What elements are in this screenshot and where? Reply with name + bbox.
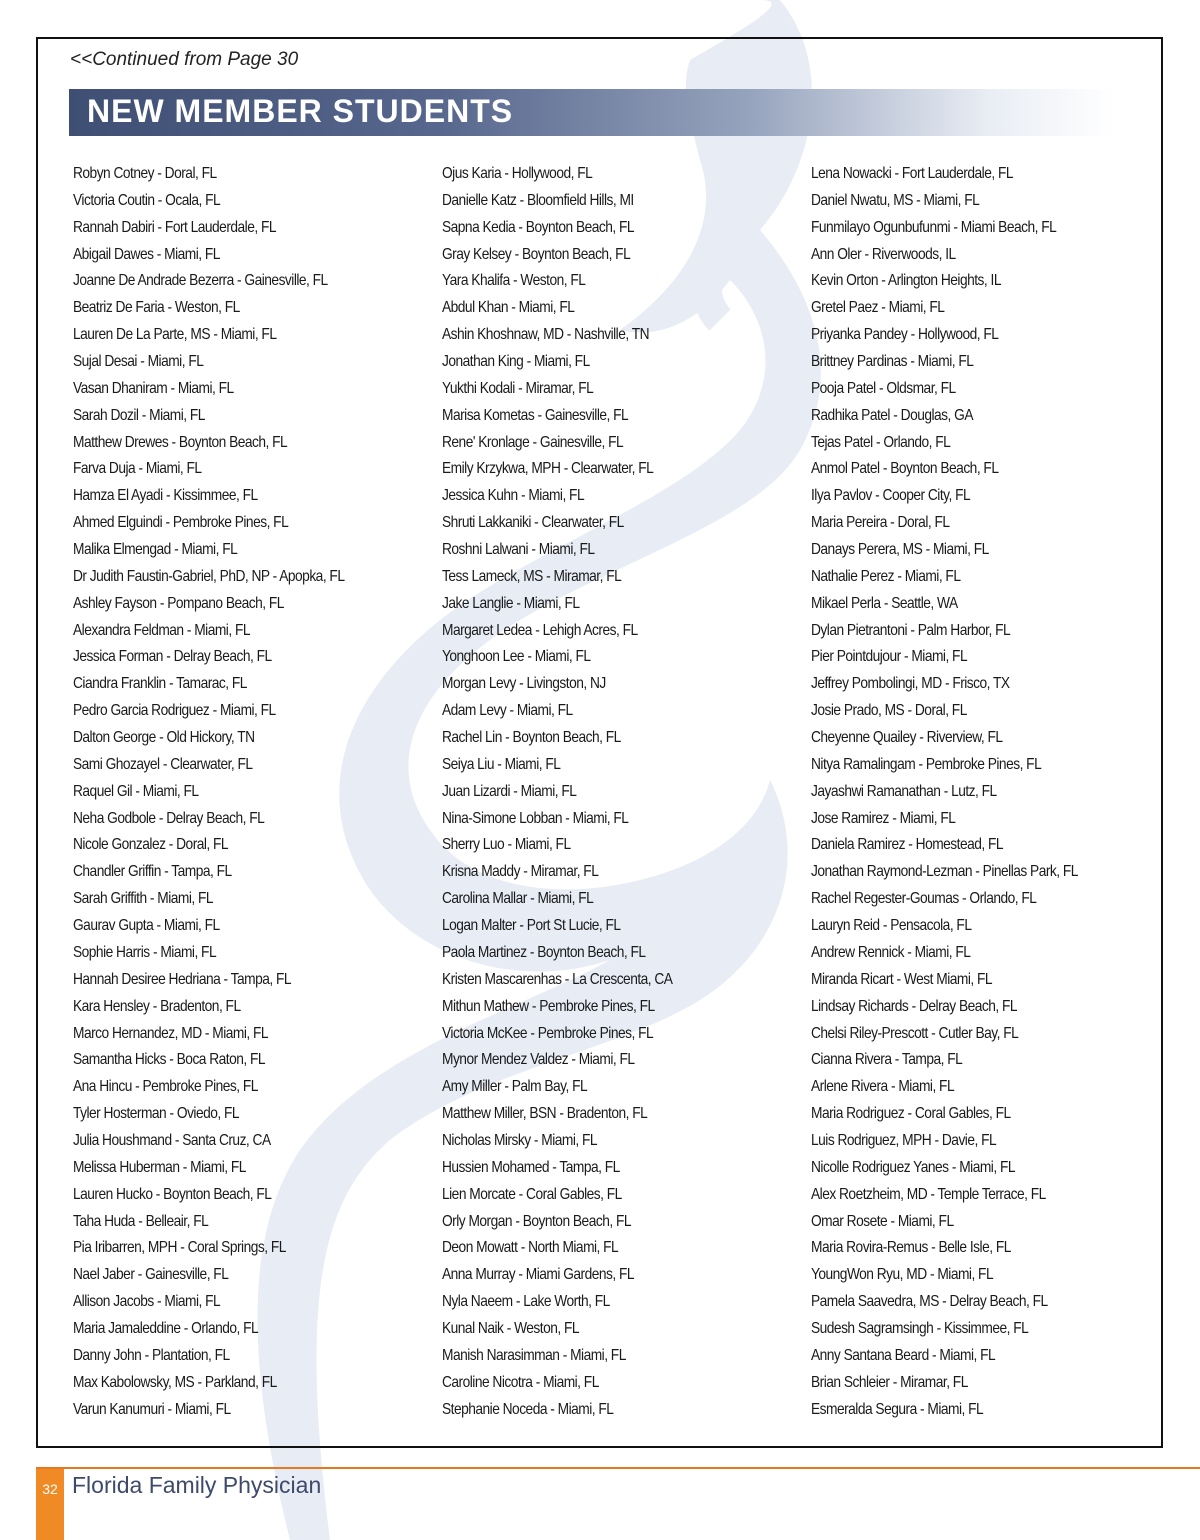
member-entry: Rachel Lin - Boynton Beach, FL bbox=[442, 729, 621, 747]
member-entry: Kara Hensley - Bradenton, FL bbox=[73, 997, 241, 1015]
member-entry: Marisa Kometas - Gainesville, FL bbox=[442, 406, 629, 424]
member-entry: Kevin Orton - Arlington Heights, IL bbox=[811, 272, 1001, 290]
member-entry: Yonghoon Lee - Miami, FL bbox=[442, 648, 591, 666]
page-number-box bbox=[36, 1469, 64, 1540]
member-entry: Marco Hernandez, MD - Miami, FL bbox=[73, 1024, 269, 1042]
member-entry: Anna Murray - Miami Gardens, FL bbox=[442, 1266, 635, 1284]
member-entry: Ilya Pavlov - Cooper City, FL bbox=[811, 487, 971, 505]
member-entry: Taha Huda - Belleair, FL bbox=[73, 1212, 209, 1230]
member-entry: Ciandra Franklin - Tamarac, FL bbox=[73, 675, 247, 693]
member-entry: Mithun Mathew - Pembroke Pines, FL bbox=[442, 997, 655, 1015]
member-entry: Pamela Saavedra, MS - Delray Beach, FL bbox=[811, 1293, 1048, 1311]
member-entry: Paola Martinez - Boynton Beach, FL bbox=[442, 943, 646, 961]
member-entry: Jessica Forman - Delray Beach, FL bbox=[73, 648, 272, 666]
member-entry: Chandler Griffin - Tampa, FL bbox=[73, 863, 232, 881]
member-entry: Hamza El Ayadi - Kissimmee, FL bbox=[73, 487, 258, 505]
member-entry: Jessica Kuhn - Miami, FL bbox=[442, 487, 585, 505]
member-entry: Danays Perera, MS - Miami, FL bbox=[811, 541, 989, 559]
member-entry: Robyn Cotney - Doral, FL bbox=[73, 165, 217, 182]
member-entry: Alexandra Feldman - Miami, FL bbox=[73, 621, 250, 639]
member-entry: Sarah Dozil - Miami, FL bbox=[73, 406, 205, 424]
member-entry: Maria Rodriguez - Coral Gables, FL bbox=[811, 1105, 1011, 1123]
member-entry: Anny Santana Beard - Miami, FL bbox=[811, 1346, 996, 1364]
member-entry: Daniela Ramirez - Homestead, FL bbox=[811, 836, 1004, 854]
member-entry: Krisna Maddy - Miramar, FL bbox=[442, 863, 599, 881]
member-entry: Dylan Pietrantoni - Palm Harbor, FL bbox=[811, 621, 1011, 639]
member-entry: Lauren Hucko - Boynton Beach, FL bbox=[73, 1185, 272, 1203]
member-entry: Emily Krzykwa, MPH - Clearwater, FL bbox=[442, 460, 654, 478]
member-entry: Victoria Coutin - Ocala, FL bbox=[73, 191, 221, 209]
member-entry: Adam Levy - Miami, FL bbox=[442, 702, 573, 720]
member-entry: Logan Malter - Port St Lucie, FL bbox=[442, 917, 621, 935]
member-entry: Cheyenne Quailey - Riverview, FL bbox=[811, 729, 1003, 747]
member-entry: Caroline Nicotra - Miami, FL bbox=[442, 1373, 599, 1391]
member-entry: Lindsay Richards - Delray Beach, FL bbox=[811, 997, 1018, 1015]
member-entry: Ann Oler - Riverwoods, IL bbox=[811, 245, 956, 263]
section-title: NEW MEMBER STUDENTS bbox=[87, 93, 514, 129]
member-entry: Pier Pointdujour - Miami, FL bbox=[811, 648, 968, 666]
member-entry: Shruti Lakkaniki - Clearwater, FL bbox=[442, 514, 624, 532]
member-entry: Brittney Pardinas - Miami, FL bbox=[811, 353, 974, 371]
member-entry: Ashin Khoshnaw, MD - Nashville, TN bbox=[442, 326, 650, 344]
member-column-3 bbox=[811, 161, 1121, 1423]
member-entry: Nicolle Rodriguez Yanes - Miami, FL bbox=[811, 1158, 1015, 1176]
member-entry: Rannah Dabiri - Fort Lauderdale, FL bbox=[73, 218, 276, 236]
member-entry: Jonathan King - Miami, FL bbox=[442, 353, 590, 371]
member-entry: Pia Iribarren, MPH - Coral Springs, FL bbox=[73, 1239, 286, 1257]
member-entry: Malika Elmengad - Miami, FL bbox=[73, 541, 238, 559]
member-entry: Roshni Lalwani - Miami, FL bbox=[442, 541, 595, 559]
member-entry: Varun Kanumuri - Miami, FL bbox=[73, 1400, 231, 1418]
member-entry: Yara Khalifa - Weston, FL bbox=[442, 272, 586, 290]
member-entry: Chelsi Riley-Prescott - Cutler Bay, FL bbox=[811, 1024, 1019, 1042]
member-entry: Ana Hincu - Pembroke Pines, FL bbox=[73, 1078, 258, 1096]
member-entry: Pedro Garcia Rodriguez - Miami, FL bbox=[73, 702, 276, 720]
continued-note: <<Continued from Page 30 bbox=[70, 49, 299, 70]
member-entry: Anmol Patel - Boynton Beach, FL bbox=[811, 460, 999, 478]
member-entry: Lena Nowacki - Fort Lauderdale, FL bbox=[811, 165, 1013, 182]
member-entry: Margaret Ledea - Lehigh Acres, FL bbox=[442, 621, 638, 639]
member-entry: Orly Morgan - Boynton Beach, FL bbox=[442, 1212, 631, 1230]
member-entry: Arlene Rivera - Miami, FL bbox=[811, 1078, 955, 1096]
member-entry: Nael Jaber - Gainesville, FL bbox=[73, 1266, 229, 1284]
member-entry: Allison Jacobs - Miami, FL bbox=[73, 1293, 221, 1311]
member-entry: Daniel Nwatu, MS - Miami, FL bbox=[811, 191, 980, 209]
member-entry: Rachel Regester-Goumas - Orlando, FL bbox=[811, 890, 1037, 908]
member-entry: Joanne De Andrade Bezerra - Gainesville, FL bbox=[73, 272, 328, 290]
member-entry: Jeffrey Pombolingi, MD - Frisco, TX bbox=[811, 675, 1010, 693]
member-entry: Hannah Desiree Hedriana - Tampa, FL bbox=[73, 970, 292, 988]
member-entry: Ahmed Elguindi - Pembroke Pines, FL bbox=[73, 514, 289, 532]
member-entry: Seiya Liu - Miami, FL bbox=[442, 755, 561, 773]
member-entry: Priyanka Pandey - Hollywood, FL bbox=[811, 326, 999, 344]
member-entry: Neha Godbole - Delray Beach, FL bbox=[73, 809, 265, 827]
member-entry: Miranda Ricart - West Miami, FL bbox=[811, 970, 993, 988]
section-banner bbox=[69, 89, 1114, 136]
member-entry: Pooja Patel - Oldsmar, FL bbox=[811, 379, 956, 397]
page-number: 32 bbox=[42, 1481, 58, 1497]
member-entry: Esmeralda Segura - Miami, FL bbox=[811, 1400, 984, 1418]
member-entry: Lauren De La Parte, MS - Miami, FL bbox=[73, 326, 277, 344]
member-entry: Maria Rovira-Remus - Belle Isle, FL bbox=[811, 1239, 1011, 1257]
member-entry: Sherry Luo - Miami, FL bbox=[442, 836, 571, 854]
member-entry: Funmilayo Ogunbufunmi - Miami Beach, FL bbox=[811, 218, 1057, 236]
member-entry: Lauryn Reid - Pensacola, FL bbox=[811, 917, 972, 935]
member-entry: YoungWon Ryu, MD - Miami, FL bbox=[811, 1266, 994, 1284]
member-entry: Andrew Rennick - Miami, FL bbox=[811, 943, 971, 961]
member-entry: Nina-Simone Lobban - Miami, FL bbox=[442, 809, 629, 827]
member-entry: Tess Lameck, MS - Miramar, FL bbox=[442, 567, 622, 585]
member-entry: Sarah Griffith - Miami, FL bbox=[73, 890, 214, 908]
member-entry: Manish Narasimman - Miami, FL bbox=[442, 1346, 626, 1364]
member-entry: Farva Duja - Miami, FL bbox=[73, 460, 202, 478]
member-entry: Kunal Naik - Weston, FL bbox=[442, 1319, 580, 1337]
member-entry: Sophie Harris - Miami, FL bbox=[73, 943, 217, 961]
member-entry: Danielle Katz - Bloomfield Hills, MI bbox=[442, 191, 634, 209]
member-entry: Juan Lizardi - Miami, FL bbox=[442, 782, 577, 800]
member-entry: Gaurav Gupta - Miami, FL bbox=[73, 917, 220, 935]
member-entry: Abdul Khan - Miami, FL bbox=[442, 299, 575, 317]
member-entry: Sapna Kedia - Boynton Beach, FL bbox=[442, 218, 635, 236]
member-entry: Sudesh Sagramsingh - Kissimmee, FL bbox=[811, 1319, 1029, 1337]
member-entry: Omar Rosete - Miami, FL bbox=[811, 1212, 954, 1230]
member-entry: Cianna Rivera - Tampa, FL bbox=[811, 1051, 963, 1069]
member-column-1 bbox=[73, 161, 389, 1423]
member-entry: Nyla Naeem - Lake Worth, FL bbox=[442, 1293, 610, 1311]
member-entry: Dalton George - Old Hickory, TN bbox=[73, 729, 255, 747]
member-entry: Jake Langlie - Miami, FL bbox=[442, 594, 580, 612]
member-entry: Julia Houshmand - Santa Cruz, CA bbox=[73, 1131, 271, 1149]
member-entry: Tejas Patel - Orlando, FL bbox=[811, 433, 951, 451]
member-entry: Raquel Gil - Miami, FL bbox=[73, 782, 199, 800]
member-entry: Nicole Gonzalez - Doral, FL bbox=[73, 836, 229, 854]
member-entry: Melissa Huberman - Miami, FL bbox=[73, 1158, 246, 1176]
member-entry: Deon Mowatt - North Miami, FL bbox=[442, 1239, 619, 1257]
member-entry: Victoria McKee - Pembroke Pines, FL bbox=[442, 1024, 654, 1042]
member-entry: Luis Rodriguez, MPH - Davie, FL bbox=[811, 1131, 997, 1149]
member-entry: Yukthi Kodali - Miramar, FL bbox=[442, 379, 594, 397]
member-entry: Jose Ramirez - Miami, FL bbox=[811, 809, 956, 827]
member-entry: Abigail Dawes - Miami, FL bbox=[73, 245, 220, 263]
member-entry: Max Kabolowsky, MS - Parkland, FL bbox=[73, 1373, 277, 1391]
member-entry: Kristen Mascarenhas - La Crescenta, CA bbox=[442, 970, 673, 988]
member-entry: Amy Miller - Palm Bay, FL bbox=[442, 1078, 588, 1096]
member-entry: Gray Kelsey - Boynton Beach, FL bbox=[442, 245, 631, 263]
member-entry: Nicholas Mirsky - Miami, FL bbox=[442, 1131, 598, 1149]
member-entry: Nitya Ramalingam - Pembroke Pines, FL bbox=[811, 755, 1042, 773]
member-entry: Gretel Paez - Miami, FL bbox=[811, 299, 945, 317]
member-column-2 bbox=[442, 161, 710, 1423]
member-entry: Vasan Dhaniram - Miami, FL bbox=[73, 379, 234, 397]
member-entry: Danny John - Plantation, FL bbox=[73, 1346, 230, 1364]
member-entry: Jonathan Raymond-Lezman - Pinellas Park, FL bbox=[811, 863, 1078, 881]
member-entry: Josie Prado, MS - Doral, FL bbox=[811, 702, 967, 720]
member-entry: Dr Judith Faustin-Gabriel, PhD, NP - Apopka, FL bbox=[73, 567, 345, 585]
member-entry: Lien Morcate - Coral Gables, FL bbox=[442, 1185, 622, 1203]
member-entry: Samantha Hicks - Boca Raton, FL bbox=[73, 1051, 266, 1069]
member-entry: Carolina Mallar - Miami, FL bbox=[442, 890, 594, 908]
member-entry: Morgan Levy - Livingston, NJ bbox=[442, 675, 606, 693]
member-entry: Hussien Mohamed - Tampa, FL bbox=[442, 1158, 620, 1176]
member-entry: Mynor Mendez Valdez - Miami, FL bbox=[442, 1051, 635, 1069]
member-entry: Sami Ghozayel - Clearwater, FL bbox=[73, 755, 253, 773]
member-entry: Maria Pereira - Doral, FL bbox=[811, 514, 950, 532]
member-entry: Sujal Desai - Miami, FL bbox=[73, 353, 204, 371]
publication-name: Florida Family Physician bbox=[72, 1472, 322, 1498]
member-entry: Alex Roetzheim, MD - Temple Terrace, FL bbox=[811, 1185, 1046, 1203]
member-entry: Matthew Miller, BSN - Bradenton, FL bbox=[442, 1105, 648, 1123]
member-entry: Beatriz De Faria - Weston, FL bbox=[73, 299, 240, 317]
member-entry: Rene' Kronlage - Gainesville, FL bbox=[442, 433, 624, 451]
member-entry: Ashley Fayson - Pompano Beach, FL bbox=[73, 594, 284, 612]
member-entry: Maria Jamaleddine - Orlando, FL bbox=[73, 1319, 259, 1337]
member-entry: Jayashwi Ramanathan - Lutz, FL bbox=[811, 782, 997, 800]
footer-rule bbox=[36, 1467, 1200, 1469]
member-entry: Tyler Hosterman - Oviedo, FL bbox=[73, 1105, 240, 1123]
member-entry: Brian Schleier - Miramar, FL bbox=[811, 1373, 968, 1391]
member-entry: Nathalie Perez - Miami, FL bbox=[811, 567, 961, 585]
member-entry: Mikael Perla - Seattle, WA bbox=[811, 594, 958, 612]
member-entry: Stephanie Noceda - Miami, FL bbox=[442, 1400, 614, 1418]
member-entry: Ojus Karia - Hollywood, FL bbox=[442, 165, 593, 182]
member-entry: Radhika Patel - Douglas, GA bbox=[811, 406, 973, 424]
member-entry: Matthew Drewes - Boynton Beach, FL bbox=[73, 433, 288, 451]
